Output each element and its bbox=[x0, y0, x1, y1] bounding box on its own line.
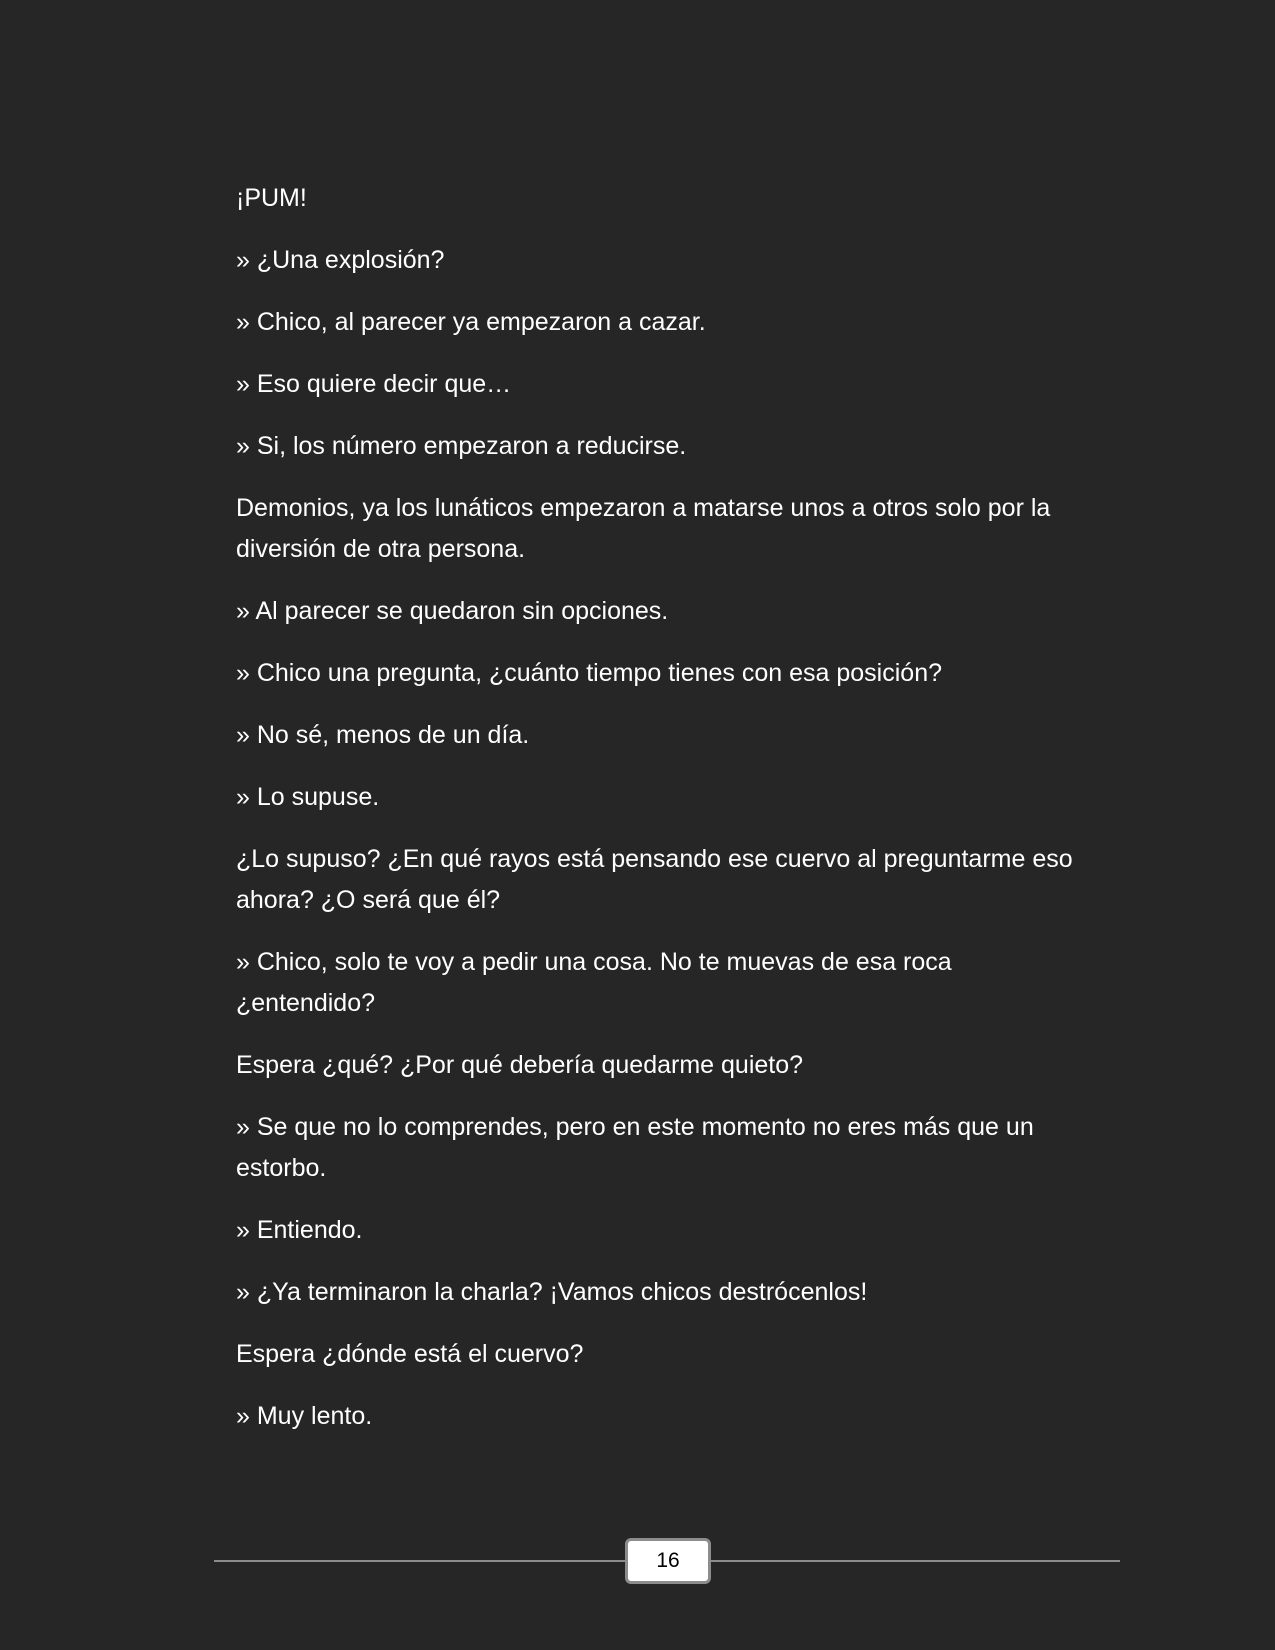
paragraph: » ¿Ya terminaron la charla? ¡Vamos chicos destrócenlos! bbox=[236, 1278, 868, 1306]
paragraph: » Lo supuse. bbox=[236, 783, 380, 811]
paragraph: Espera ¿qué? ¿Por qué debería quedarme quieto? bbox=[236, 1051, 804, 1079]
paragraph: » Chico, solo te voy a pedir una cosa. No te muevas de esa roca ¿entendido? bbox=[236, 948, 952, 1017]
paragraph: » Muy lento. bbox=[236, 1402, 373, 1430]
page-body bbox=[236, 178, 1096, 1458]
paragraph: » Si, los número empezaron a reducirse. bbox=[236, 432, 687, 460]
paragraph: » Se que no lo comprendes, pero en este momento no eres más que un estorbo. bbox=[236, 1113, 1034, 1182]
paragraph: Demonios, ya los lunáticos empezaron a matarse unos a otros solo por la diversión de otra persona. bbox=[236, 494, 1051, 563]
paragraph: » ¿Una explosión? bbox=[236, 246, 445, 274]
paragraph: ¡PUM! bbox=[236, 184, 307, 212]
page-number: 16 bbox=[625, 1538, 711, 1584]
paragraph: » No sé, menos de un día. bbox=[236, 721, 530, 749]
page-footer bbox=[214, 1538, 1120, 1582]
paragraph: » Chico una pregunta, ¿cuánto tiempo tienes con esa posición? bbox=[236, 659, 943, 687]
paragraph: Espera ¿dónde está el cuervo? bbox=[236, 1340, 584, 1368]
paragraph: ¿Lo supuso? ¿En qué rayos está pensando ese cuervo al preguntarme eso ahora? ¿O será que él? bbox=[236, 845, 1073, 914]
paragraph: » Al parecer se quedaron sin opciones. bbox=[236, 597, 669, 625]
paragraph: » Chico, al parecer ya empezaron a cazar. bbox=[236, 308, 706, 336]
paragraph: » Eso quiere decir que… bbox=[236, 370, 512, 398]
paragraph: » Entiendo. bbox=[236, 1216, 363, 1244]
